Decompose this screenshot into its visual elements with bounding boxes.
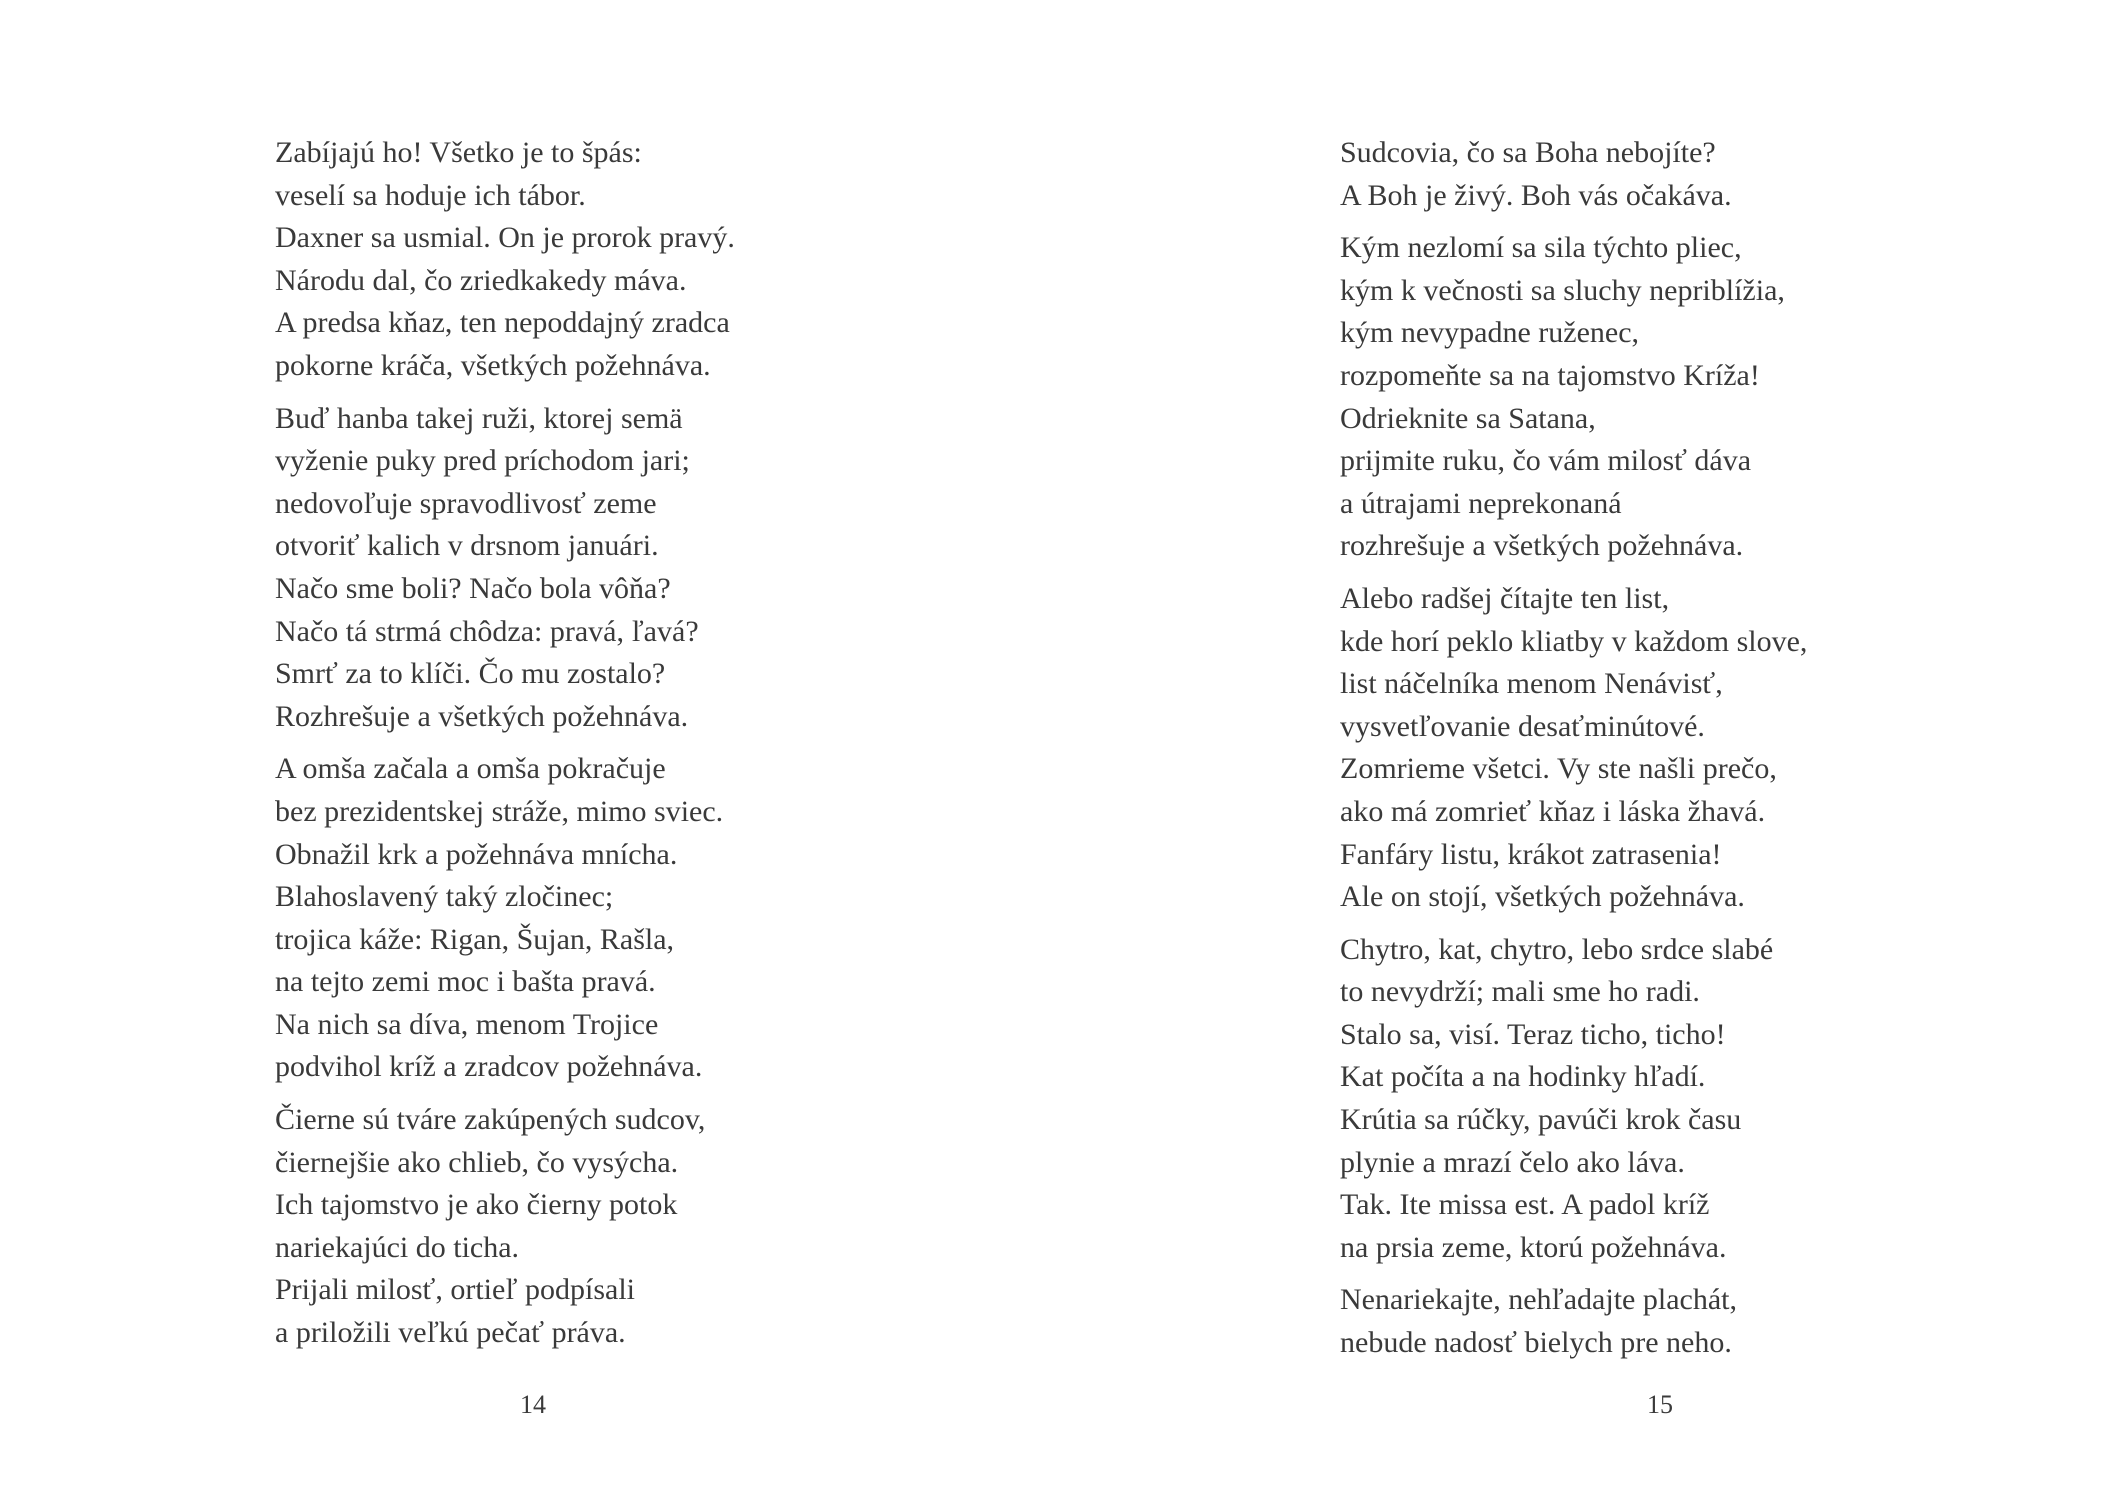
stanza — [1340, 929, 1807, 1270]
verse-line: podvihol kríž a zradcov požehnáva. — [275, 1050, 703, 1084]
verse-line: Stalo sa, visí. Teraz ticho, ticho! — [1340, 1017, 1726, 1051]
verse-line: na tejto zemi moc i bašta pravá. — [275, 965, 656, 999]
stanza — [1340, 578, 1807, 919]
verse-line: A omša začala a omša pokračuje — [275, 752, 666, 786]
verse-line: pokorne kráča, všetkých požehnáva. — [275, 348, 711, 382]
verse-line: Zomrieme všetci. Vy ste našli prečo, — [1340, 752, 1777, 786]
stanza — [1340, 227, 1807, 568]
verse-line: a útrajami neprekonaná — [1340, 486, 1622, 520]
verse-line: Načo tá strmá chôdza: pravá, ľavá? — [275, 614, 699, 648]
page-number-right: 15 — [1647, 1390, 1673, 1419]
verse-line: rozhrešuje a všetkých požehnáva. — [1340, 529, 1744, 563]
verse-line: Čierne sú tváre zakúpených sudcov, — [275, 1103, 706, 1137]
verse-line: vysvetľovanie desaťminútové. — [1340, 709, 1705, 743]
verse-line: A Boh je živý. Boh vás očakáva. — [1340, 178, 1732, 212]
verse-line: Kým nezlomí sa sila týchto pliec, — [1340, 231, 1742, 265]
stanza — [275, 1099, 735, 1355]
verse-line: Tak. Ite missa est. A padol kríž — [1340, 1188, 1710, 1222]
verse-line: Odrieknite sa Satana, — [1340, 401, 1596, 435]
verse-line: to nevydrží; mali sme ho radi. — [1340, 975, 1700, 1009]
verse-line: A predsa kňaz, ten nepoddajný zradca — [275, 306, 730, 340]
verse-line: plynie a mrazí čelo ako láva. — [1340, 1145, 1685, 1179]
stanza — [1340, 132, 1807, 217]
stanza — [275, 398, 735, 739]
verse-line: Buď hanba takej ruži, ktorej semä — [275, 401, 683, 435]
verse-line: Ich tajomstvo je ako čierny potok — [275, 1188, 678, 1222]
verse-line: Blahoslavený taký zločinec; — [275, 880, 614, 914]
verse-line: Prijali milosť, ortieľ podpísali — [275, 1273, 635, 1307]
verse-line: kým k večnosti sa sluchy nepriblížia, — [1340, 273, 1785, 307]
verse-line: trojica káže: Rigan, Šujan, Rašla, — [275, 922, 675, 956]
verse-line: Alebo radšej čítajte ten list, — [1340, 581, 1670, 615]
verse-line: Nenariekajte, nehľadajte plachát, — [1340, 1283, 1737, 1317]
verse-line: Ale on stojí, všetkých požehnáva. — [1340, 880, 1745, 914]
verse-line: bez prezidentskej stráže, mimo sviec. — [275, 794, 724, 828]
verse-line: otvoriť kalich v drsnom januári. — [275, 529, 659, 563]
verse-line: kde horí peklo kliatby v každom slove, — [1340, 624, 1808, 658]
verse-line: Kat počíta a na hodinky hľadí. — [1340, 1060, 1706, 1094]
stanza — [1340, 1279, 1807, 1364]
verse-line: Načo sme boli? Načo bola vôňa? — [275, 571, 671, 605]
verse-line: nebude nadosť bielych pre neho. — [1340, 1326, 1732, 1360]
verse-line: nedovoľuje spravodlivosť zeme — [275, 486, 657, 520]
verse-line: Sudcovia, čo sa Boha nebojíte? — [1340, 136, 1716, 169]
verse-line: vyženie puky pred príchodom jari; — [275, 444, 690, 478]
verse-line: Národu dal, čo zriedkakedy máva. — [275, 263, 687, 297]
verse-line: a priložili veľkú pečať práva. — [275, 1316, 626, 1350]
verse-line: kým nevypadne ruženec, — [1340, 316, 1640, 350]
verse-line: Fanfáry listu, krákot zatrasenia! — [1340, 837, 1722, 871]
stanza — [275, 132, 735, 388]
poem-right — [1340, 132, 1807, 1375]
verse-line: Daxner sa usmial. On je prorok pravý. — [275, 221, 735, 255]
verse-line: Smrť za to klíči. Čo mu zostalo? — [275, 657, 666, 691]
verse-line: Krútia sa rúčky, pavúči krok času — [1340, 1103, 1742, 1137]
page-number-left: 14 — [520, 1390, 546, 1419]
verse-line: Rozhrešuje a všetkých požehnáva. — [275, 699, 689, 733]
verse-line: nariekajúci do ticha. — [275, 1230, 520, 1264]
right-page — [1059, 0, 2118, 1500]
stanza — [275, 748, 735, 1089]
verse-line: Obnažil krk a požehnáva mnícha. — [275, 837, 678, 871]
verse-line: rozpomeňte sa na tajomstvo Kríža! — [1340, 358, 1760, 392]
verse-line: Chytro, kat, chytro, lebo srdce slabé — [1340, 932, 1774, 966]
verse-line: ako má zomrieť kňaz i láska žhavá. — [1340, 794, 1766, 828]
verse-line: prijmite ruku, čo vám milosť dáva — [1340, 444, 1752, 478]
verse-line: Zabíjajú ho! Všetko je to špás: — [275, 136, 642, 169]
verse-line: list náčelníka menom Nenávisť, — [1340, 667, 1723, 701]
verse-line: Na nich sa díva, menom Trojice — [275, 1007, 659, 1041]
verse-line: veselí sa hoduje ich tábor. — [275, 178, 586, 212]
verse-line: na prsia zeme, ktorú požehnáva. — [1340, 1230, 1727, 1264]
verse-line: čiernejšie ako chlieb, čo vysýcha. — [275, 1145, 679, 1179]
poem-left — [275, 132, 735, 1365]
